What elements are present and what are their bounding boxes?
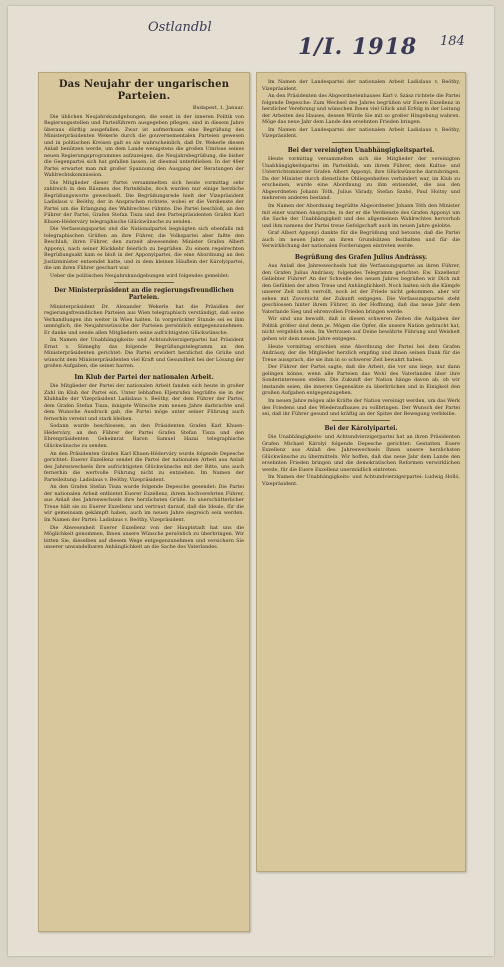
- paragraph: Im Namen der Abordnung begrüßte Abgeordneter Johann Tóth den Minister mit einer warmen Ansprache, in der er die Verdienste des Grafen Apponyi um die Sache der Unabhängigkeit und des allgemeinen Wahlrechtes hervorhob und ihm namens der Partei treue Gefolgschaft auch im neuen Jahre gelobte.: [262, 203, 460, 229]
- section2-paragraphs: [44, 383, 244, 550]
- paragraph: Graf Albert Apponyi dankte für die Begrüßung und betonte, daß die Partei auch im neuen Jahre an ihren Grundsätzen festhalten und für die Verwirklichung der nationalen Forderungen eintreten werde.: [262, 230, 460, 250]
- clipping-left-column: [38, 72, 250, 932]
- paragraph: Die Abwesenheit Euerer Exzellenz von der Hauptstadt hat uns die Möglichkeit genommen, Ihnen unsere Wünsche persönlich zu überbringen. Wir bitten Sie, dieselben auf diesem Wege entgegenzunehmen und versichern Sie unserer unwandelbaren Anhänglichkeit an die Sache des Vaterlandes.: [44, 524, 244, 550]
- article-headline: Das Neujahr der ungarischen Parteien.: [58, 79, 230, 102]
- paragraph: Wir sind uns bewußt, daß in diesen schweren Zeiten die Aufgaben der Politik größer sind denn je. Mögen die Opfer, die unsere Nation gebracht hat, nicht vergeblich sein. Im Vertrauen auf Deine bewährte Führung und Weisheit gehen wir dem neuen Jahre entgegen.: [262, 316, 460, 342]
- right-top-paragraphs: [262, 79, 460, 140]
- section1-paragraphs: [44, 304, 244, 370]
- paragraph: Heute vormittag erschien eine Abordnung der Partei bei dem Grafen Andrássy, der die Mitglieder herzlich empfing und ihnen seinen Dank für die Treue aussprach, die sie ihm in so schwerer Zeit bewahrt haben.: [262, 343, 460, 363]
- paragraph: Im Namen der Landespartei der nationalen Arbeit Ladislaus v. Beöthy, Vizepräsident.: [262, 126, 460, 140]
- section-heading: Begrüßung des Grafen Julius Andrássy.: [294, 253, 428, 261]
- handwritten-date: 1/I. 1918: [298, 34, 418, 60]
- paragraph: Im Namen der Landespartei der nationalen Arbeit Ladislaus v. Beöthy, Vizepräsident.: [262, 79, 460, 92]
- paragraph: Heute vormittag versammelten sich die Mitglieder der vereinigten Unabhängigkeitspartei im Parteiklub, um ihrem Führer, dem Kultus- und Unterrichtsminister Grafen Albert Apponyi, ihre Glückwünsche darzubringen. Da der Minister durch dienstliche Obliegenheiten verhindert war, im Klub zu erscheinen, wurde eine Abordnung zu ihm entsendet, die aus den Abgeordneten Johann Tóth, Julius Várady, Stefan Szabó, Paul Hoitsy und mehreren anderen bestand.: [262, 156, 460, 202]
- section-heading: Bei der Károlyipartei.: [324, 424, 398, 432]
- section3-paragraphs: [262, 156, 460, 249]
- divider: [332, 420, 390, 421]
- section5-paragraphs: [262, 434, 460, 487]
- article-dateline: Budapest, 1. Januar.: [192, 105, 244, 111]
- paragraph: An den Präsidenten Grafen Karl Khuen-Héderváry wurde folgende Depesche gerichtet: Euerer Exzellenz sendet die Partei der nationalen Arbeit aus Anlaß des Jahreswechsels ihre aufrichtigsten Glückwünsche mit der Bitte, uns auch fernerhin die wertvolle Führung nicht zu entziehen. Im Namen der Parteileitung: Ladislaus v. Beöthy, Vizepräsident.: [44, 450, 244, 483]
- paragraph: Die Mitglieder dieser Partei versammelten sich heute vormittag sehr zahlreich in den Räumen des Parteiklubs, doch wurden nur einige herzliche Begrüßungsworte gewechselt. Die Begrüßungsrede hielt der Vizepräsident Ladislaus v. Beöthy, der in Ansprachen richtete, wobei er die Verdienste der Partei um die Erlangung des Wahlrechtes rühmte. Die Partei beschloß, an den Führer der Partei, Grafen Stefan Tisza und den Parteipräsidenten Grafen Karl Khuen-Héderváry telegraphische Glückwünsche zu senden.: [44, 179, 244, 225]
- paragraph: Ministerpräsident Dr. Alexander Wekerle hat die Präsidien der regierungsfreundlichen Parteien aus Wien telegraphisch verständigt, daß seine Verhandlungen ihn weiter in Wien halten. In vorgerückter Stunde sei es ihm unmöglich, die Neujahrswünsche der Parteien persönlich entgegenzunehmen. Er danke und sende allen Mitgliedern seine aufrichtigsten Glückwünsche.: [44, 303, 244, 336]
- right-column-text: [257, 73, 465, 494]
- divider: [114, 282, 174, 283]
- section-heading: Bei der vereinigten Unabhängigkeitspartei.: [287, 146, 435, 154]
- section4-paragraphs: [262, 263, 460, 417]
- paragraph: Ueber die politischen Neujahrskundgebungen wird folgendes gemeldet:: [50, 273, 230, 280]
- paragraph: Die Mitglieder der Partei der nationalen Arbeit fanden sich heute in großer Zahl im Klub der Partei ein. Unter lebhaften Eljenrufen begrüßte sie in der Klubhalle der Vizepräsident Ladislaus v. Beöthy, der dem Führer der Partei, dem Grafen Stefan Tisza, innigste Wünsche zum neuen Jahre darbrachte und dem Wunsche Ausdruck gab, die Partei möge unter seiner Führung auch fernerhin vereint und stark bleiben.: [44, 383, 244, 422]
- divider: [332, 142, 390, 143]
- paragraph: Im Namen der Unabhängigkeits- und Achtundvierzigerpartei: Ludwig Holló, Vizepräsident.: [262, 474, 460, 487]
- paragraph: Der Führer der Partei sagte, daß die Arbeit, die vor uns liege, nur dann gelingen könne, wenn alle Parteien das Wohl des Vaterlandes über ihre Sonderinteressen stellen. Die Zukunft der Nation hänge davon ab, ob wir imstande seien, die inneren Gegensätze zu überbrücken und in Einigkeit den großen Aufgaben entgegenzugehen.: [262, 364, 460, 397]
- paragraph: Sodann wurde beschlossen, an den Präsidenten Grafen Karl Khuen-Héderváry, an den Führer der Partei Grafen Stefan Tisza und den Ehrenpräsidenten Geheimrat Baron Samuel Hazai telegraphische Glückwünsche zu senden.: [44, 423, 244, 449]
- paragraph: Die Unabhängigkeits- und Achtundvierzigerpartei hat an ihren Präsidenten Grafen Michael Károlyi folgende Depesche gerichtet: Gestatten Euere Exzellenz aus Anlaß des Jahreswechsels Ihnen unsere herzlichsten Glückwünsche zu übermitteln. Wir hoffen, daß das neue Jahr dem Lande den ersehnten Frieden bringen und die demokratischen Reformen verwirklichen werde, für die Euere Exzellenz unermüdlich eintreten.: [262, 434, 460, 473]
- paragraph: Im neuen Jahre mögen alle Kräfte der Nation vereinigt werden, um das Werk des Friedens und des Wiederaufbaues zu vollbringen. Der Wunsch der Partei sei, daß ihr Führer gesund und kräftig an der Spitze der Bewegung verbleibe.: [262, 398, 460, 417]
- paragraph: Die üblichen Neujahrskundgebungen, die sonst in der inneren Politik von Regierungsstellen und Parteiführern ausgegeben pflegen, sind in diesem Jahre überaus dürftig ausgefallen. Zwar ist aufmerksam eine Begrüßung des Ministerpräsidenten Wekerle durch die gouvernementalen Parteien gewesen und in politischen Kreisen galt es als wahrscheinlich, daß Dr. Wekerle diesen Anlaß benützen werde, um dem Lande wenigstens die großen Umrisse seines neuen Regierungsprogrammes aufzuzeigen, die Neujahrsbegrüßung, die bisher die Gegenpartei sich hat gefallen lassen, ist diesmal unterblieben. In der 48er Partei erwartet man mit großer Spannung den Ausgang der Beratungen der Wahlrechtskommission.: [44, 113, 244, 178]
- clipping-right-column: [256, 72, 466, 872]
- paragraph: Im Namen der Unabhängigkeits- und Achtundvierzigerpartei hat Präsident Ernst v. Sümeghy das folgende Begrüßungstelegramm an den Ministerpräsidenten gerichtet: Die Partei erwidert herzlichst die Grüße und wünscht dem Ministerpräsidenten viel Kraft und Gesundheit bei der Lösung der großen Aufgaben, die seiner harren.: [44, 337, 244, 370]
- intro-paragraphs: [44, 114, 244, 280]
- paragraph: Aus Anlaß des Jahreswechsels hat die Verfassungspartei an ihren Führer, den Grafen Julius Andrássy, folgendes Telegramm gerichtet: Ew. Exzellenz! Geliebter Führer! An der Schwelle des neuen Jahres begrüßen wir Dich mit den Gefühlen der alten Treue und Anhänglichkeit. Noch halten sich die Kämpfe unserer Zeit nicht verrollt, noch ist der Friede nicht gekommen, aber wir sehen mit Zuversicht der Zukunft entgegen. Die Verfassungspartei steht geschlossen hinter ihrem Führer, in der Hoffnung, daß das neue Jahr dem Vaterlande Sieg und ehrenvollen Frieden bringen werde.: [262, 263, 460, 315]
- paragraph: An den Präsidenten des Abgeordnetenhauses Karl v. Szász richtete die Partei folgende Depesche: Zum Wechsel des Jahres begrüßen wir Euere Exzellenz in herzlicher Verehrung und wünschen Ihnen viel Glück und Erfolg in der Leitung der Arbeiten des Hauses, dessen Würde Sie mit so großer Hingebung wahren. Möge das neue Jahr dem Lande den ersehnten Frieden bringen.: [262, 93, 461, 126]
- section-heading: Der Ministerpräsident an die regierungsfreundlichen Parteien.: [54, 286, 234, 302]
- handwritten-page-number: 184: [440, 34, 465, 49]
- paragraph: Die Verfassungspartei und die Nationalpartei begnügten sich ebenfalls mit telegraphischen Grüßen an ihre Führer, die Volkspartei aber faßte den Beschluß, ihren Führer, den zurzeit abwesenden Minister Grafen Albert Apponyi, nach seiner Rückkehr feierlich zu begrüßen. Zu einem regelrechten Begrüßungsakt kam es bloß in der Apponyipartei, die eine Abordnung an den Justizminister entsendet hatte, und in dem kleinen Häuflein der Károlyipartei, die um ihren Führer geschart war.: [44, 226, 244, 272]
- section-heading: Im Klub der Partei der nationalen Arbeit.: [74, 373, 214, 381]
- handwritten-newspaper-name: Ostlandbl: [148, 20, 212, 35]
- paragraph: An den Grafen Stefan Tisza wurde folgende Depesche gesendet: Die Partei der nationalen Arbeit entbietet Euerer Exzellenz, ihrem hochverehrten Führer, aus Anlaß des Jahreswechsels ihre herzlichsten Grüße. In unerschütterlicher Treue hält sie zu Euerer Exzellenz und vertraut darauf, daß die Ideale, für die wir gemeinsam gekämpft haben, auch im neuen Jahre siegreich sein werden. Im Namen der Partei: Ladislaus v. Beöthy, Vizepräsident.: [44, 484, 244, 523]
- left-column-text: [39, 73, 249, 558]
